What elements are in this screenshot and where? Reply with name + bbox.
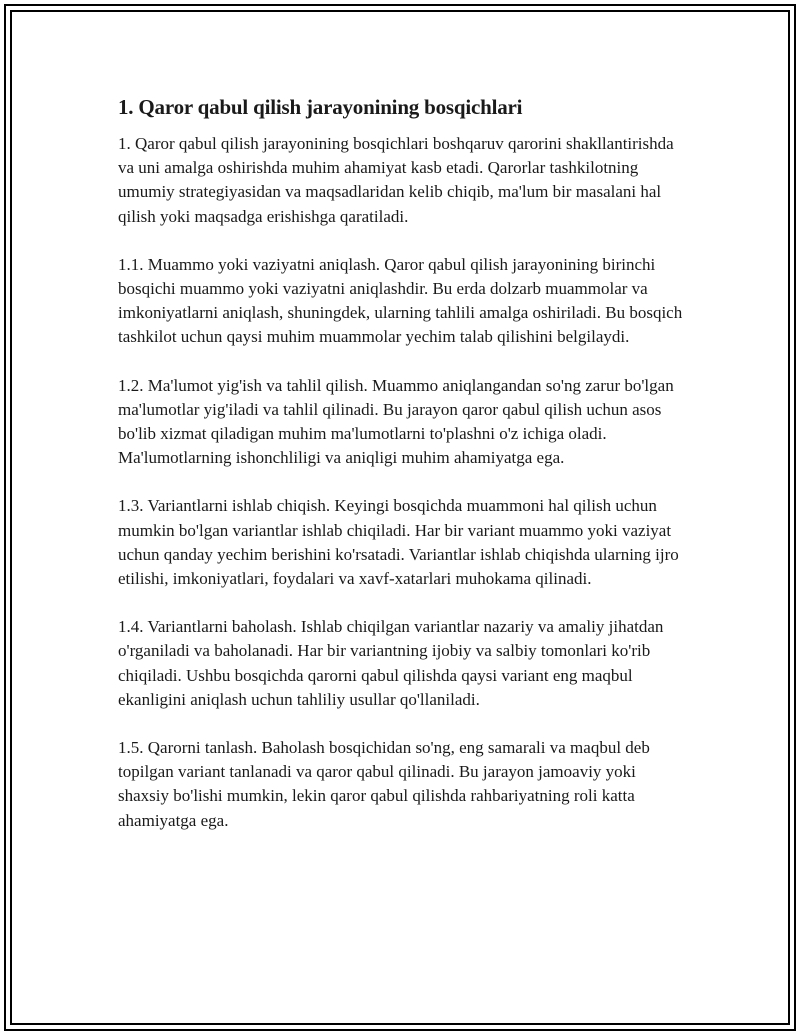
paragraph-1-3: 1.3. Variantlarni ishlab chiqish. Keyingi bosqichda muammoni hal qilish uchun mumkin bo'lgan variantlar ishlab chiqiladi. Har bir variant muammo yoki vaziyat uchun qanday yechim berishini ko'rsatadi. Variantlar ishlab chiqishda ularning ijro etilishi, imkoniyatlari, foydalari va xavf-xatarlari muhokama qilinadi. [118, 496, 679, 589]
paragraph-1-2: 1.2. Ma'lumot yig'ish va tahlil qilish. Muammo aniqlangandan so'ng zarur bo'lgan ma'lumotlar yig'iladi va tahlil qilinadi. Bu jarayon qaror qabul qilish uchun asos bo'lib xizmat qiladigan muhim ma'lumotlarni to'plashni o'z ichiga oladi. Ma'lumotlarning ishonchliligi va aniqligi muhim ahamiyatga ega. [118, 375, 674, 468]
document-body [118, 92, 688, 857]
paragraph-1-1: 1.1. Muammo yoki vaziyatni aniqlash. Qaror qabul qilish jarayonining birinchi bosqichi muammo yoki vaziyatni aniqlashdir. Bu erda dolzarb muammolar va imkoniyatlarni aniqlash, shuningdek, ularning tahlili amalga oshiriladi. Bu bosqich tashkilot uchun qaysi muhim muammolar yechim talab qilishini belgilaydi. [118, 254, 683, 347]
paragraph-1-4: 1.4. Variantlarni baholash. Ishlab chiqilgan variantlar nazariy va amaliy jihatdan o'rganiladi va baholanadi. Har bir variantning ijobiy va salbiy tomonlari ko'rib chiqiladi. Ushbu bosqichda qarorni qabul qilishda qaysi variant eng maqbul ekanligini aniqlash uchun tahliliy usullar qo'llaniladi. [118, 617, 664, 709]
paragraph-intro: 1. Qaror qabul qilish jarayonining bosqichlari boshqaruv qarorini shakllantirishda va uni amalga oshirishda muhim ahamiyat kasb etadi. Qarorlar tashkilotning umumiy strategiyasidan va maqsadlaridan kelib chiqib, ma'lum bir masalani hal qilish yoki maqsadga erishishga qaratiladi. [118, 134, 674, 226]
section-heading: 1. Qaror qabul qilish jarayonining bosqichlari [118, 95, 523, 119]
paragraph-1-5: 1.5. Qarorni tanlash. Baholash bosqichidan so'ng, eng samarali va maqbul deb topilgan variant tanlanadi va qaror qabul qilinadi. Bu jarayon jamoaviy yoki shaxsiy bo'lishi mumkin, lekin qaror qabul qilishda rahbariyatning roli katta ahamiyatga ega. [118, 738, 650, 830]
